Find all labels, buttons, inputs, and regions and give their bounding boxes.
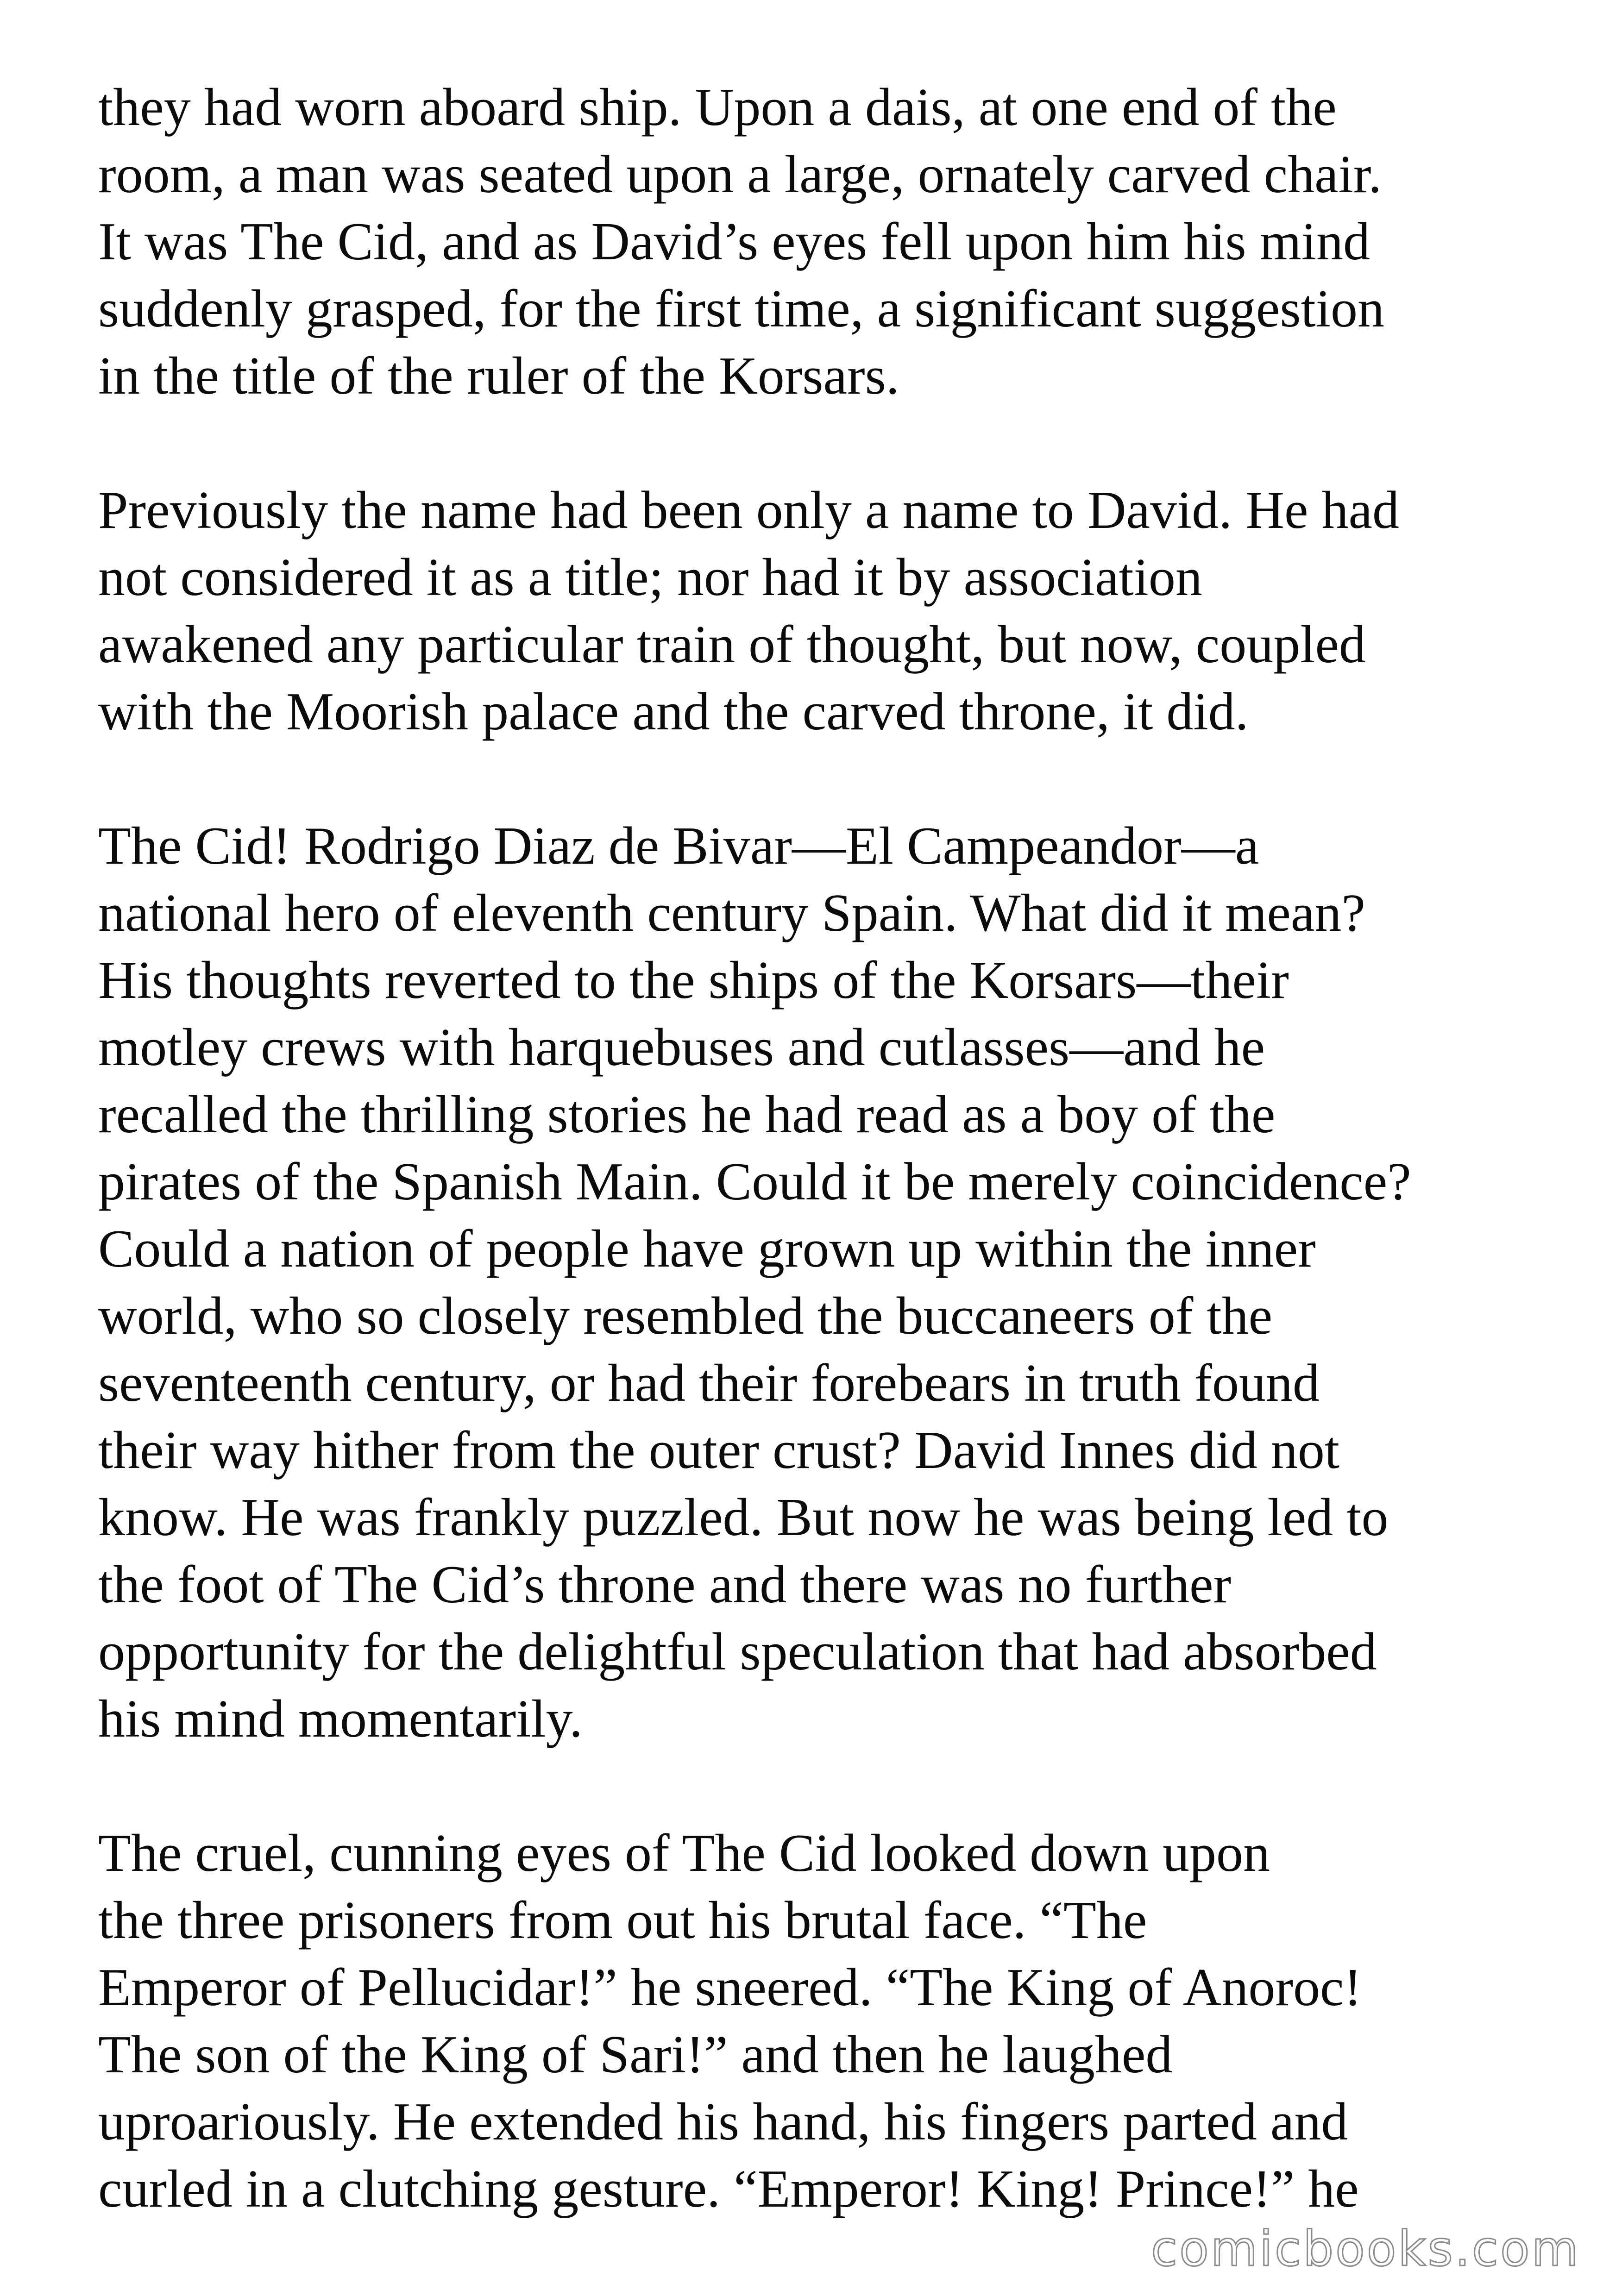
text-line: The Cid! Rodrigo Diaz de Bivar—El Campeandor—a bbox=[98, 816, 1259, 876]
text-line: suddenly grasped, for the first time, a significant suggestion bbox=[98, 279, 1384, 339]
text-line: The cruel, cunning eyes of The Cid looked down upon bbox=[98, 1824, 1270, 1883]
text-line: motley crews with harquebuses and cutlasses—and he bbox=[98, 1018, 1265, 1077]
text-line: they had worn aboard ship. Upon a dais, at one end of the bbox=[98, 78, 1337, 137]
paragraph bbox=[98, 477, 1557, 746]
text-line: know. He was frankly puzzled. But now he was being led to bbox=[98, 1488, 1389, 1547]
text-line: seventeenth century, or had their forebears in truth found bbox=[98, 1354, 1320, 1413]
text-line: in the title of the ruler of the Korsars. bbox=[98, 346, 899, 406]
text-line: curled in a clutching gesture. “Emperor! King! Prince!” he bbox=[98, 2159, 1359, 2219]
text-line: The son of the King of Sari!” and then he laughed bbox=[98, 2025, 1173, 2084]
text-line: Emperor of Pellucidar!” he sneered. “The King of Anoroc! bbox=[98, 1958, 1362, 2017]
text-line: recalled the thrilling stories he had read as a boy of the bbox=[98, 1085, 1276, 1144]
paragraph bbox=[98, 74, 1557, 410]
text-line: awakened any particular train of thought, but now, coupled bbox=[98, 615, 1366, 674]
text-line: It was The Cid, and as David’s eyes fell upon him his mind bbox=[98, 212, 1371, 271]
watermark: comicbooks.com bbox=[1150, 2221, 1580, 2277]
text-line: His thoughts reverted to the ships of the Korsars—their bbox=[98, 951, 1289, 1010]
text-line: Could a nation of people have grown up within the inner bbox=[98, 1219, 1316, 1279]
text-line: pirates of the Spanish Main. Could it be merely coincidence? bbox=[98, 1152, 1411, 1211]
text-line: room, a man was seated upon a large, ornately carved chair. bbox=[98, 145, 1382, 204]
paragraph bbox=[98, 1820, 1557, 2223]
paragraph-gap bbox=[98, 1753, 1557, 1820]
text-line: with the Moorish palace and the carved throne, it did. bbox=[98, 682, 1249, 741]
text-line: national hero of eleventh century Spain. What did it mean? bbox=[98, 884, 1365, 943]
text-line: his mind momentarily. bbox=[98, 1689, 583, 1749]
text-line: opportunity for the delightful speculation that had absorbed bbox=[98, 1622, 1377, 1681]
paragraph bbox=[98, 813, 1557, 1753]
paragraph-gap bbox=[98, 746, 1557, 813]
text-line: world, who so closely resembled the buccaneers of the bbox=[98, 1286, 1273, 1346]
text-line: their way hither from the outer crust? David Innes did not bbox=[98, 1421, 1340, 1480]
paragraph-gap bbox=[98, 410, 1557, 477]
text-line: uproariously. He extended his hand, his fingers parted and bbox=[98, 2092, 1348, 2152]
body-text bbox=[98, 74, 1557, 2223]
text-line: the foot of The Cid’s throne and there was no further bbox=[98, 1555, 1232, 1614]
text-line: Previously the name had been only a name to David. He had bbox=[98, 481, 1399, 540]
text-line: the three prisoners from out his brutal face. “The bbox=[98, 1891, 1147, 1950]
text-line: not considered it as a title; nor had it by association bbox=[98, 548, 1202, 607]
